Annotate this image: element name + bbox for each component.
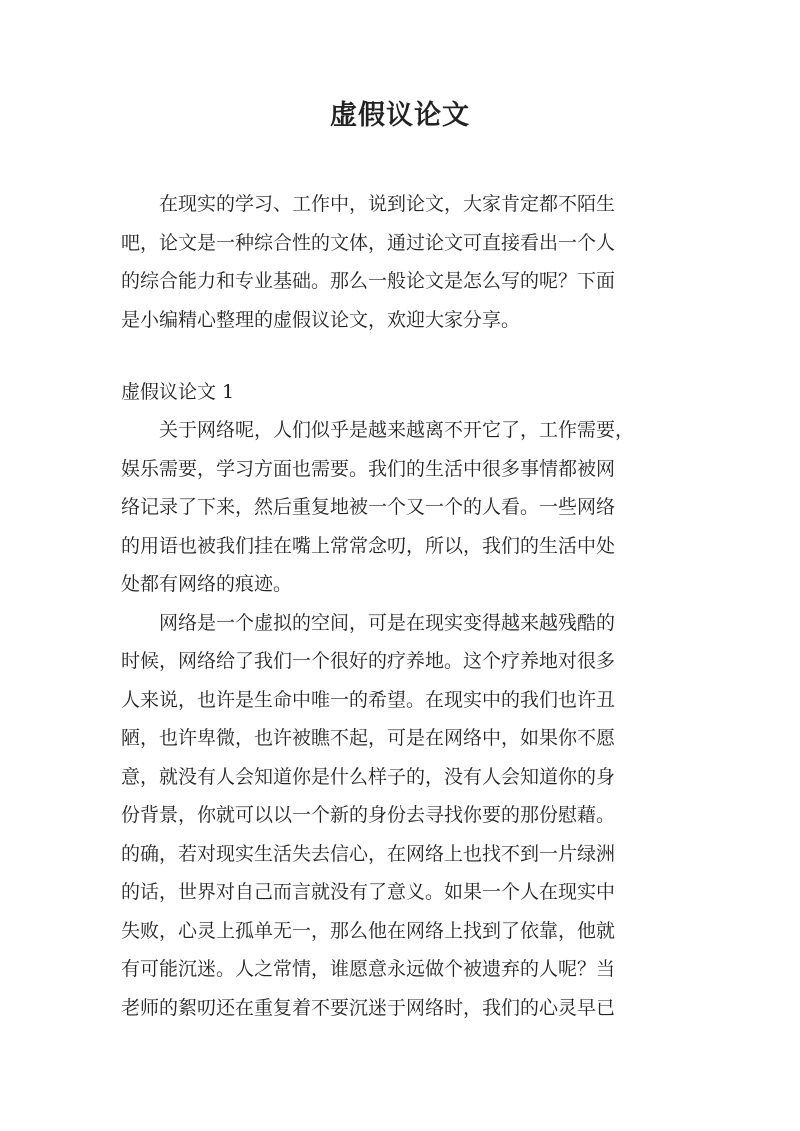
text-line: 网络是一个虚拟的空间，可是在现实变得越来越残酷的 — [159, 611, 616, 634]
text-line: 的综合能力和专业基础。那么一般论文是怎么写的呢？下面 — [121, 270, 616, 292]
text-line: 老师的絮叨还在重复着不要沉迷于网络时，我们的心灵早已 — [121, 996, 616, 1019]
text-line: 娱乐需要，学习方面也需要。我们的生活中很多事情都被网 — [121, 457, 616, 480]
paragraph-2 — [121, 604, 681, 1028]
article-body — [121, 411, 681, 1027]
section-heading: 虚假议论文 1 — [121, 381, 235, 403]
text-line: 在现实的学习、工作中，说到论文，大家肯定都不陌生 — [159, 193, 616, 215]
intro-text — [121, 185, 681, 339]
text-line: 失败，心灵上孤单无一，那么他在网络上找到了依靠，他就 — [121, 919, 616, 942]
text-line: 的用语也被我们挂在嘴上常常念叨，所以，我们的生活中处 — [121, 534, 616, 557]
document-title: 虚假议论文 — [330, 100, 470, 131]
text-line: 的话，世界对自己而言就没有了意义。如果一个人在现实中 — [121, 881, 616, 903]
text-line: 络记录了下来，然后重复地被一个又一个的人看。一些网络 — [121, 496, 616, 518]
text-line: 吧，论文是一种综合性的文体，通过论文可直接看出一个人 — [121, 231, 616, 254]
text-line: 陋，也许卑微，也许被瞧不起，可是在网络中，如果你不愿 — [121, 727, 616, 749]
text-line: 意，就没有人会知道你是什么样子的，没有人会知道你的身 — [121, 765, 616, 788]
text-line: 是小编精心整理的虚假议论文，欢迎大家分享。 — [121, 308, 521, 331]
text-line: 份背景，你就可以以一个新的身份去寻找你要的那份慰藉。 — [121, 804, 616, 826]
text-line: 处都有网络的痕迹。 — [121, 573, 293, 595]
text-line: 的确，若对现实生活失去信心，在网络上也找不到一片绿洲 — [121, 842, 616, 865]
text-line: 人来说，也许是生命中唯一的希望。在现实中的我们也许丑 — [121, 688, 616, 711]
text-line: 关于网络呢，人们似乎是越来越离不开它了，工作需要， — [159, 419, 635, 441]
text-line: 时候，网络给了我们一个很好的疗养地。这个疗养地对很多 — [121, 650, 616, 672]
intro-paragraph — [121, 185, 681, 339]
text-line: 有可能沉迷。人之常情，谁愿意永远做个被遗弃的人呢？当 — [121, 958, 616, 980]
paragraph-1 — [121, 411, 681, 604]
